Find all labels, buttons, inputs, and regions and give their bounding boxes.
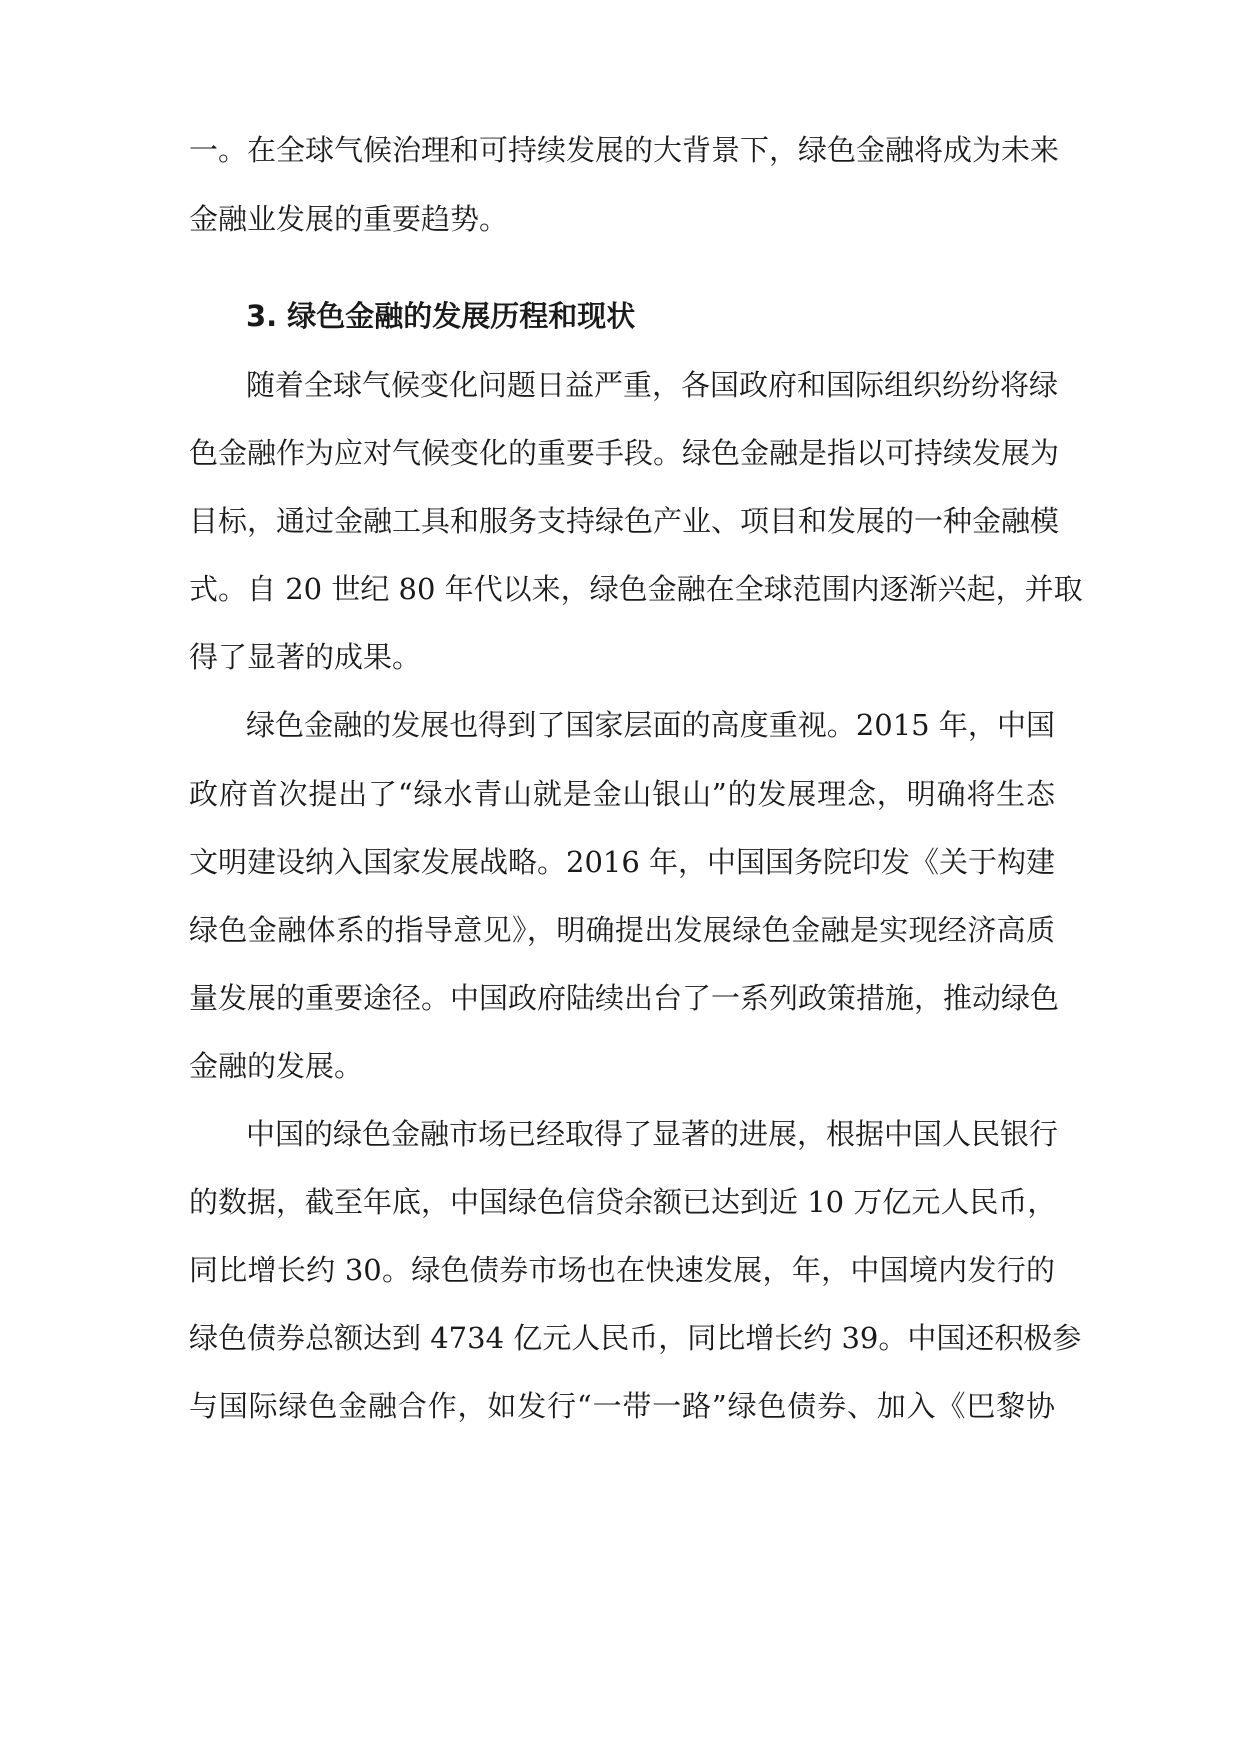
- paragraph-1-line-5: 得了显著的成果。: [189, 640, 422, 674]
- paragraph-3-line-3: 同比增长约 30。绿色债券市场也在快速发展，年，中国境内发行的: [189, 1253, 1055, 1287]
- paragraph-3-line-5: 与国际绿色金融合作，如发行“一带一路”绿色债券、加入《巴黎协: [189, 1389, 1055, 1423]
- paragraph-2-line-4: 绿色金融体系的指导意见》，明确提出发展绿色金融是实现经济高质: [189, 913, 1055, 947]
- paragraph-1-line-4: 式。自 20 世纪 80 年代以来，绿色金融在全球范围内逐渐兴起，并取: [189, 572, 1083, 606]
- section-heading: 3. 绿色金融的发展历程和现状: [246, 299, 636, 333]
- paragraph-3-line-2: 的数据，截至年底，中国绿色信贷余额已达到近 10 万亿元人民币，: [189, 1185, 1057, 1219]
- paragraph-2-line-1: 绿色金融的发展也得到了国家层面的高度重视。2015 年，中国: [246, 708, 1055, 742]
- paragraph-2-line-2: 政府首次提出了“绿水青山就是金山银山”的发展理念，明确将生态: [189, 777, 1055, 811]
- intro-line-2: 金融业发展的重要趋势。: [189, 202, 509, 236]
- paragraph-1-line-1: 随着全球气候变化问题日益严重，各国政府和国际组织纷纷将绿: [246, 368, 1059, 402]
- paragraph-2-line-3: 文明建设纳入国家发展战略。2016 年，中国国务院印发《关于构建: [189, 845, 1056, 879]
- paragraph-2-line-6: 金融的发展。: [189, 1049, 364, 1083]
- intro-line-1: 一。在全球气候治理和可持续发展的大背景下，绿色金融将成为未来: [189, 133, 1060, 167]
- paragraph-3-line-4: 绿色债券总额达到 4734 亿元人民币，同比增长约 39。中国还积极参: [189, 1321, 1082, 1355]
- paragraph-1-line-2: 色金融作为应对气候变化的重要手段。绿色金融是指以可持续发展为: [189, 436, 1060, 470]
- paragraph-2-line-5: 量发展的重要途径。中国政府陆续出台了一系列政策措施，推动绿色: [189, 981, 1060, 1015]
- paragraph-3-line-1: 中国的绿色金融市场已经取得了显著的进展，根据中国人民银行: [246, 1117, 1059, 1151]
- paragraph-1-line-3: 目标，通过金融工具和服务支持绿色产业、项目和发展的一种金融模: [189, 504, 1060, 538]
